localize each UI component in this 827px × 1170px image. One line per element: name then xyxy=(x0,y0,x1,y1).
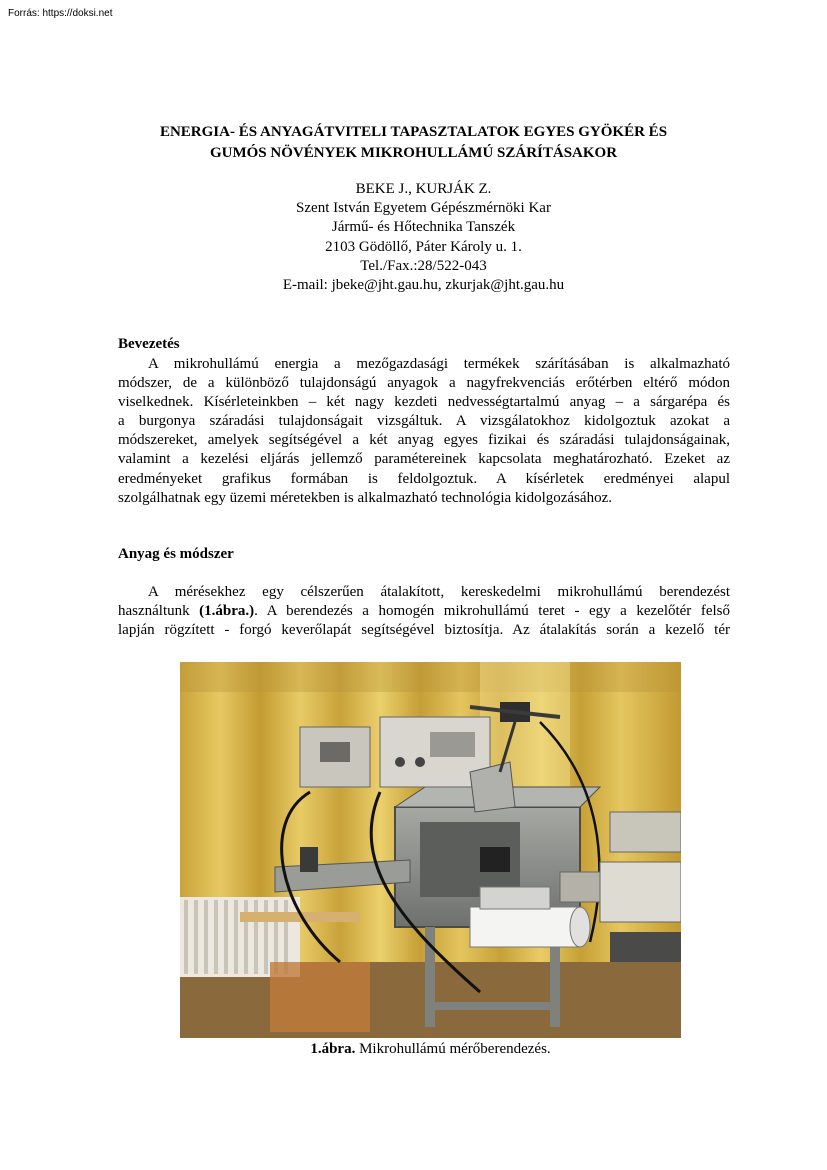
title-line-2: GUMÓS NÖVÉNYEK MIKROHULLÁMÚ SZÁRÍTÁSAKOR xyxy=(209,145,618,161)
intro-line: szolgálhatnak egy üzemi méretekben is alkalmazható technológia kidolgozásához. xyxy=(118,489,612,506)
author-block xyxy=(100,180,747,295)
author-department: Jármű- és Hőtechnika Tanszék xyxy=(331,219,516,236)
equipment-photo xyxy=(180,662,681,1038)
author-institution: Szent István Egyetem Gépészmérnöki Kar xyxy=(296,200,551,217)
author-names: BEKE J., KURJÁK Z. xyxy=(355,181,492,197)
intro-line: módszereket, amelyek segítségével a két anyag egyes fizikai és száradási tulajdonságainak, xyxy=(118,432,730,449)
author-email: E-mail: jbeke@jht.gau.hu, zkurjak@jht.gau.hu xyxy=(282,277,565,294)
methods-heading: Anyag és módszer xyxy=(118,546,234,562)
intro-line: módszer, de a különböző tulajdonságú anyagok a nagyfrekvenciás erőtérben eltérő módon xyxy=(118,375,730,392)
paper-title xyxy=(100,122,727,164)
caption-label: 1.ábra. xyxy=(310,1041,356,1057)
intro-heading: Bevezetés xyxy=(118,336,180,352)
intro-line: A mikrohullámú energia a mezőgazdasági termékek szárításában is alkalmazható xyxy=(148,356,730,372)
instrument-stack xyxy=(300,717,490,787)
intro-paragraph xyxy=(118,355,730,508)
author-address: 2103 Gödöllő, Páter Károly u. 1. xyxy=(325,238,522,255)
intro-line: valamint a kezelési eljárás jellemző paramétereinek kapcsolata meghatározható. Ezeket az xyxy=(118,451,730,468)
methods-line: lapján rögzített - forgó keverőlapát segítségével biztosítja. Az átalakítás során a kezelő tér xyxy=(118,622,730,639)
author-phone: Tel./Fax.:28/522-043 xyxy=(360,257,487,274)
figure-reference: (1.ábra.) xyxy=(199,603,255,620)
intro-line: a burgonya száradási tulajdonságait vizsgáltuk. A vizsgálatokhoz kidolgoztuk azokat a xyxy=(118,413,730,430)
methods-line: használtunk (1.ábra.). A berendezés a homogén mikrohullámú teret - egy a kezelőtér felső xyxy=(118,603,730,620)
title-line-1: ENERGIA- ÉS ANYAGÁTVITELI TAPASZTALATOK EGYES GYÖKÉR ÉS xyxy=(159,124,668,140)
methods-line: A mérésekhez egy célszerűen átalakított, kereskedelmi mikrohullámú berendezést xyxy=(148,584,730,600)
methods-paragraph xyxy=(118,583,730,640)
intro-line: viselkednek. Kísérleteinkben – két nagy kezdeti nedvességtartalmú anyag – a sárgarépa és xyxy=(118,394,730,411)
source-label: Forrás: https://doksi.net xyxy=(8,8,113,19)
caption-text: Mikrohullámú mérőberendezés. xyxy=(355,1041,551,1057)
intro-line: eredményeket grafikus formában is feldolgoztuk. A kísérletek eredményei alapul xyxy=(118,470,730,487)
figure-caption xyxy=(180,1041,681,1058)
microwave-apparatus-illustration xyxy=(180,662,681,1038)
